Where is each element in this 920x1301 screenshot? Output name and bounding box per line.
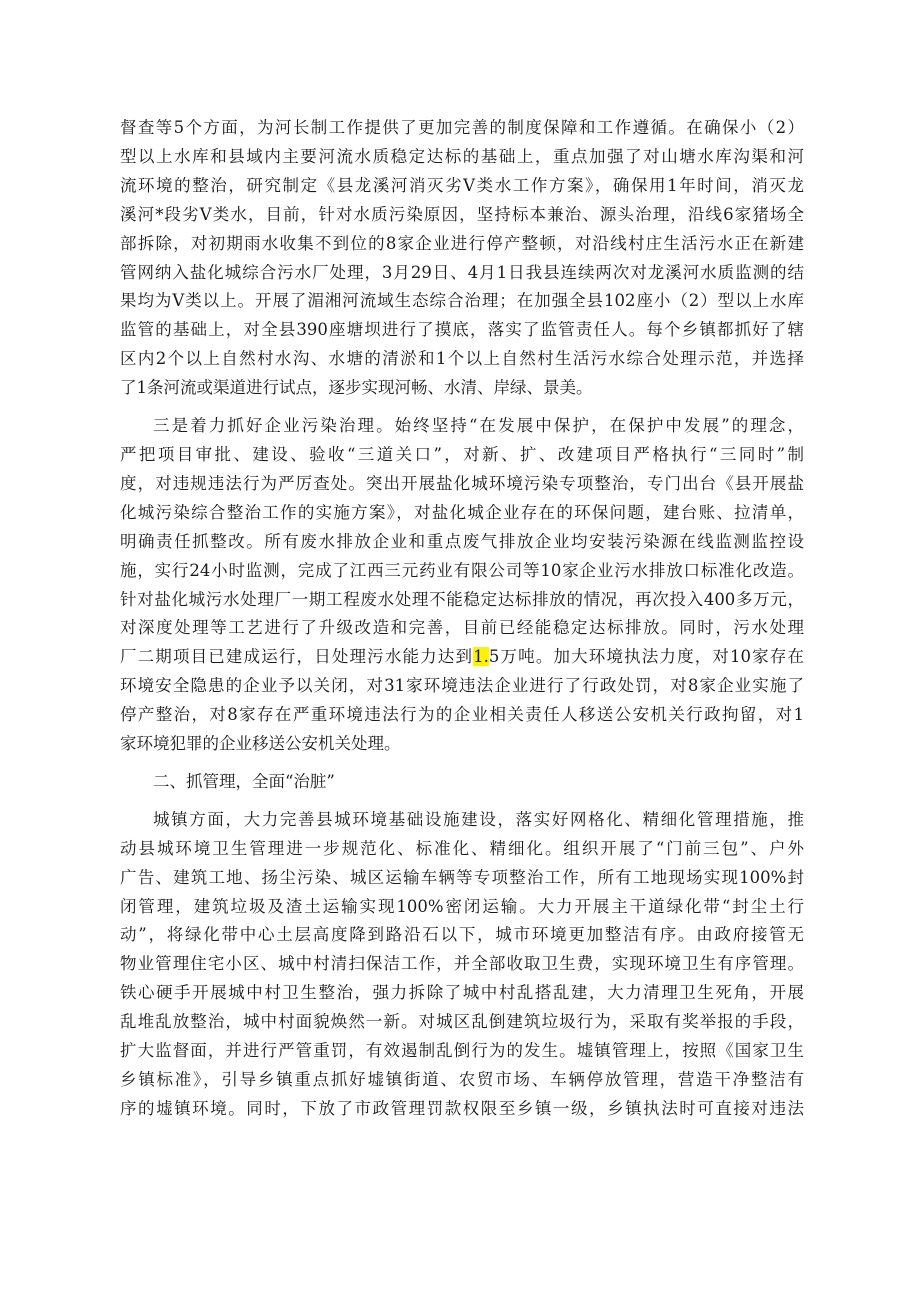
text-line: 果均为V类以上。开展了湄湘河流域生态综合治理；在加强全县102座小（2）型以上水库 [120,291,804,311]
text-line: 部拆除，对初期雨水收集不到位的8家企业进行停产整顿，对沿线村庄生活污水正在新建 [120,233,804,253]
text-line: 铁心硬手开展城中村卫生整治，强力拆除了城中村乱搭乱建，大力清理卫生死角，开展 [120,983,804,1003]
text-line: 监管的基础上，对全县390座塘坝进行了摸底，落实了监管责任人。每个乡镇都抓好了辖 [120,320,804,340]
section-heading-text: 二、抓管理，全面“治脏” [153,771,335,791]
highlighted-text: 1. [473,647,489,667]
text-line: 化城污染综合整治工作的实施方案》，对盐化城企业存在的环保问题，建台账、拉清单， [120,502,804,522]
text-line: 明确责任抓整改。所有废水排放企业和重点废气排放企业均安装污染源在线监测监控设 [120,531,804,551]
text-line: 对深度处理等工艺进行了升级改造和完善，目前已经能稳定达标排放。同时，污水处理 [120,618,804,638]
text-line: 城镇方面，大力完善县城环境基础设施建设，落实好网格化、精细化管理措施，推 [153,809,804,829]
text-line: 督查等5个方面，为河长制工作提供了更加完善的制度保障和工作遵循。在确保小（2） [120,118,804,137]
text-line: 溪河*段劣V类水，目前，针对水质污染原因，坚持标本兼治、源头治理，沿线6家猪场全 [120,204,804,224]
text-line: 管网纳入盐化城综合污水厂处理，3月29日、4月1日我县连续两次对龙溪河水质监测的结 [120,262,804,282]
text-line: 区内2个以上自然村水沟、水塘的清淤和1个以上自然村生活污水综合处理示范，并选择 [120,349,804,369]
text-line: 型以上水库和县域内主要河流水质稳定达标的基础上，重点加强了对山塘水库沟渠和河 [120,146,804,166]
paragraph-enterprise-pollution [120,412,804,759]
document-body [120,114,804,1124]
text-line: 闭管理，建筑垃圾及渣土运输实现100%密闭运输。大力开展主干道绿化带“封尘土行 [120,896,804,916]
text-line: 施，实行24小时监测，完成了江西三元药业有限公司等10家企业污水排放口标准化改造。 [120,560,804,580]
text-segment: 5万吨。加大环境执法力度，对10家存在 [488,647,804,667]
section-heading [120,768,804,797]
text-line: 动”，将绿化带中心土层高度降到路沿石以下，城市环境更加整洁有序。由政府接管无 [120,925,804,945]
text-line: 环境安全隐患的企业予以关闭，对31家环境违法企业进行了行政处罚，对8家企业实施了 [120,676,804,696]
text-line: 动县城环境卫生管理进一步规范化、标准化、精细化。组织开展了“门前三包”、户外 [120,838,804,858]
text-line: 广告、建筑工地、扬尘污染、城区运输车辆等专项整治工作，所有工地现场实现100%封 [120,867,804,887]
text-line: 家环境犯罪的企业移送公安机关处理。 [120,734,401,754]
paragraph-river-chief [120,114,804,403]
text-line: 停产整治，对8家存在严重环境违法行为的企业相关责任人移送公安机关行政拘留，对1 [120,705,804,725]
text-line: 序的墟镇环境。同时，下放了市政管理罚款权限至乡镇一级，乡镇执法时可直接对违法 [120,1098,804,1118]
text-segment: 厂二期项目已建成运行，日处理污水能力达到 [120,647,474,667]
text-line: 扩大监督面，并进行严管重罚，有效遏制乱倒行为的发生。墟镇管理上，按照《国家卫生 [120,1041,804,1061]
text-line: 乡镇标准》，引导乡镇重点抓好墟镇街道、农贸市场、车辆停放管理，营造干净整洁有 [120,1070,804,1089]
paragraph-urban-management [120,806,804,1124]
text-line: 度，对违规违法行为严厉查处。突出开展盐化城环境污染专项整治，专门出台《县开展盐 [120,473,804,493]
text-line: 针对盐化城污水处理厂一期工程废水处理不能稳定达标排放的情况，再次投入400多万元， [120,589,804,609]
text-line: 物业管理住宅小区、城中村清扫保洁工作，并全部收取卫生费，实现环境卫生有序管理。 [120,954,804,974]
text-line: 流环境的整治，研究制定《县龙溪河消灭劣V类水工作方案》，确保用1年时间，消灭龙 [120,175,804,195]
text-line: 乱堆乱放整治，城中村面貌焕然一新。对城区乱倒建筑垃圾行为，采取有奖举报的手段， [120,1012,804,1032]
text-line: 三是着力抓好企业污染治理。始终坚持“在发展中保护，在保护中发展”的理念， [153,416,804,436]
text-line: 严把项目审批、建设、验收“三道关口”，对新、扩、改建项目严格执行“三同时”制 [120,444,804,464]
text-line-with-highlight [120,643,804,672]
text-line: 了1条河流或渠道进行试点，逐步实现河畅、水清、岸绿、景美。 [120,378,593,398]
